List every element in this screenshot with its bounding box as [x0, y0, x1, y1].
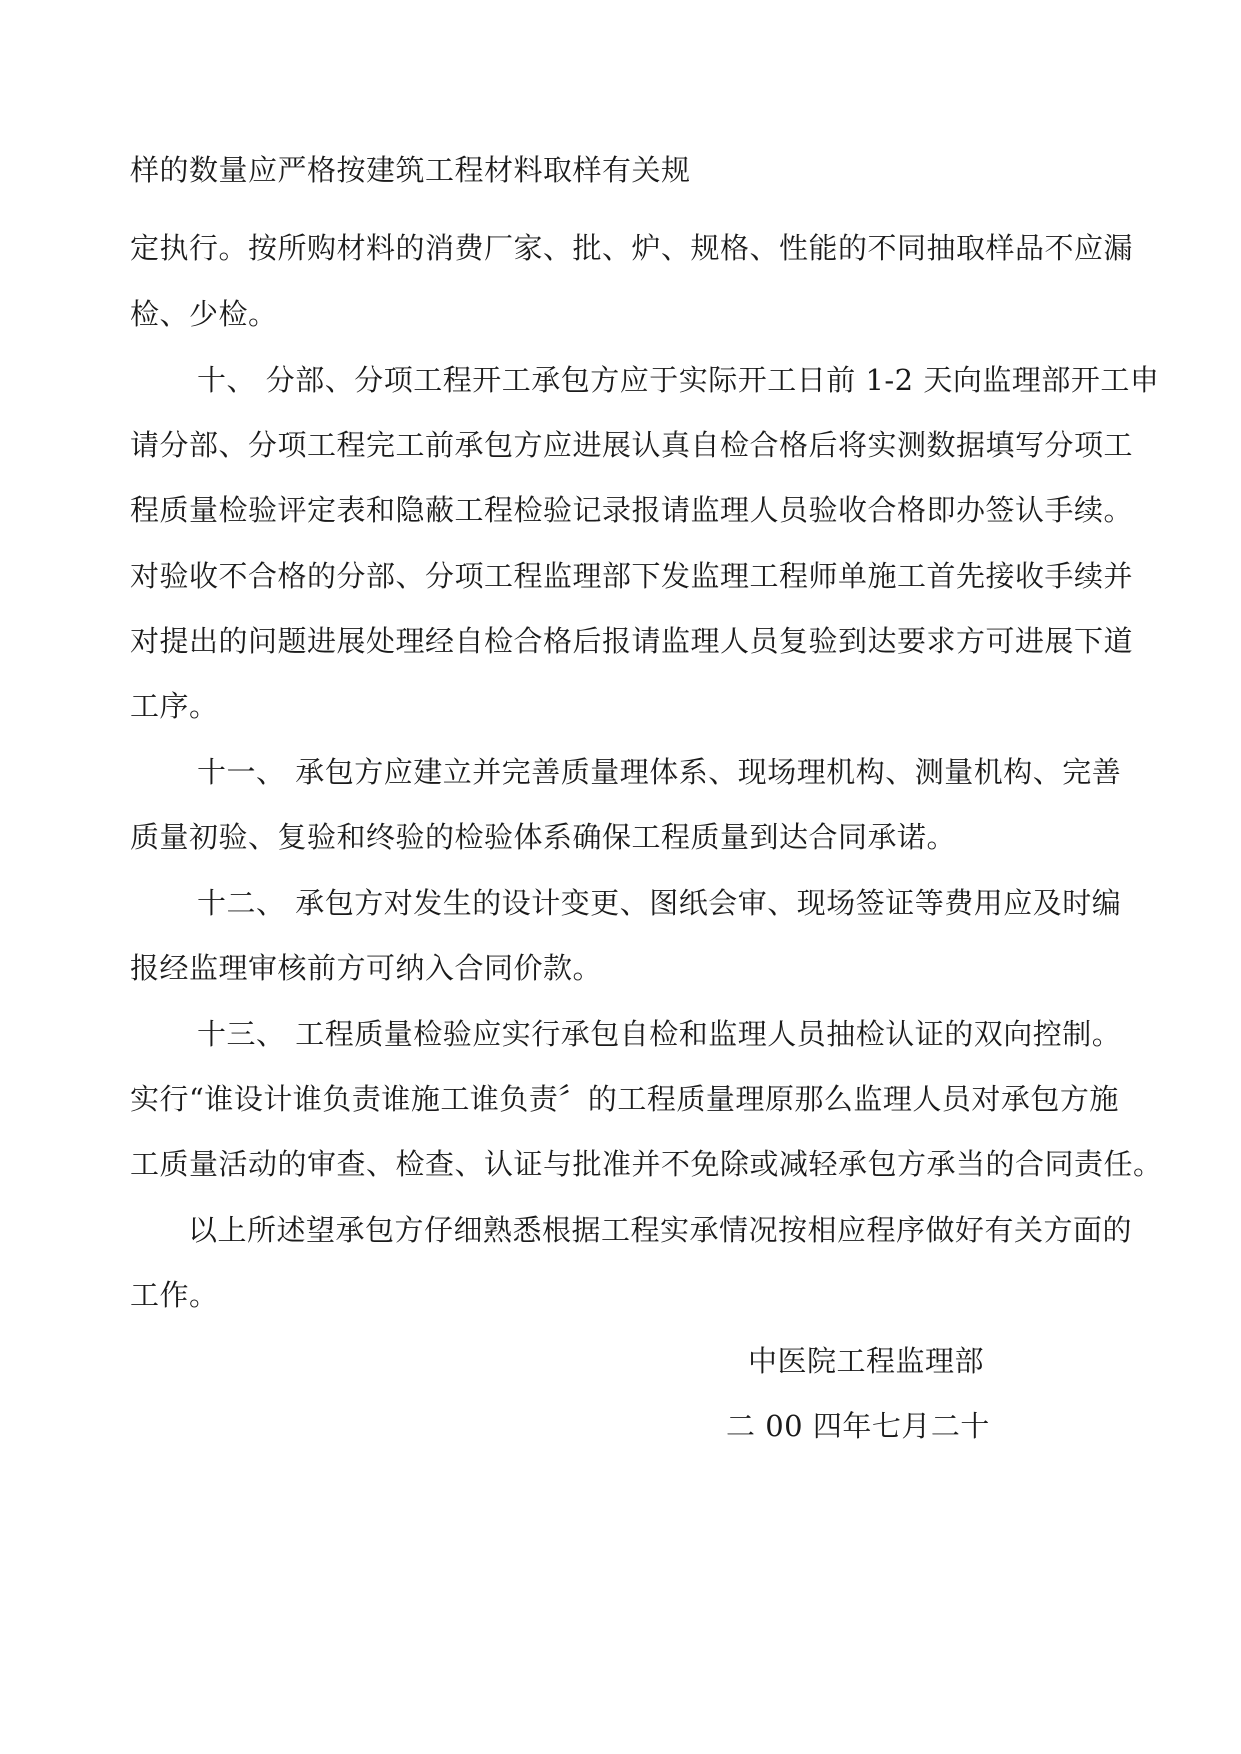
paragraph-line: 十一、 承包方应建立并完善质量理体系、现场理机构、测量机构、完善	[197, 755, 1122, 789]
paragraph-line: 质量初验、复验和终验的检验体系确保工程质量到达合同承诺。	[130, 820, 957, 854]
paragraph-line: 检、少检。	[130, 297, 278, 331]
paragraph-line: 程质量检验评定表和隐蔽工程检验记录报请监理人员验收合格即办签认手续。	[130, 493, 1134, 527]
paragraph-line: 十、 分部、分项工程开工承包方应于实际开工日前 1-2 天向监理部开工申	[197, 363, 1160, 397]
paragraph-line: 工作。	[130, 1278, 219, 1312]
paragraph-line: 实行“谁设计谁负责谁施工谁负责〞的工程质量理原那么监理人员对承包方施	[130, 1082, 1119, 1116]
paragraph-line: 样的数量应严格按建筑工程材料取样有关规	[130, 153, 691, 187]
paragraph-line: 十三、 工程质量检验应实行承包自检和监理人员抽检认证的双向控制。	[197, 1017, 1122, 1051]
signature-organization: 中医院工程监理部	[748, 1344, 985, 1378]
paragraph-line: 工质量活动的审查、检查、认证与批准并不免除或减轻承包方承当的合同责任。	[130, 1147, 1163, 1181]
paragraph-line: 对验收不合格的分部、分项工程监理部下发监理工程师单施工首先接收手续并	[130, 559, 1134, 593]
paragraph-line: 工序。	[130, 689, 219, 723]
paragraph-line: 请分部、分项工程完工前承包方应进展认真自检合格后将实测数据填写分项工	[130, 428, 1134, 462]
paragraph-line: 对提出的问题进展处理经自检合格后报请监理人员复验到达要求方可进展下道	[130, 624, 1134, 658]
paragraph-line: 定执行。按所购材料的消费厂家、批、炉、规格、性能的不同抽取样品不应漏	[130, 231, 1134, 265]
signature-date: 二 00 四年七月二十	[726, 1409, 990, 1443]
paragraph-line: 以上所述望承包方仔细熟悉根据工程实承情况按相应程序做好有关方面的	[188, 1213, 1133, 1247]
paragraph-line: 十二、 承包方对发生的设计变更、图纸会审、现场签证等费用应及时编	[197, 886, 1122, 920]
paragraph-line: 报经监理审核前方可纳入合同价款。	[130, 951, 603, 985]
